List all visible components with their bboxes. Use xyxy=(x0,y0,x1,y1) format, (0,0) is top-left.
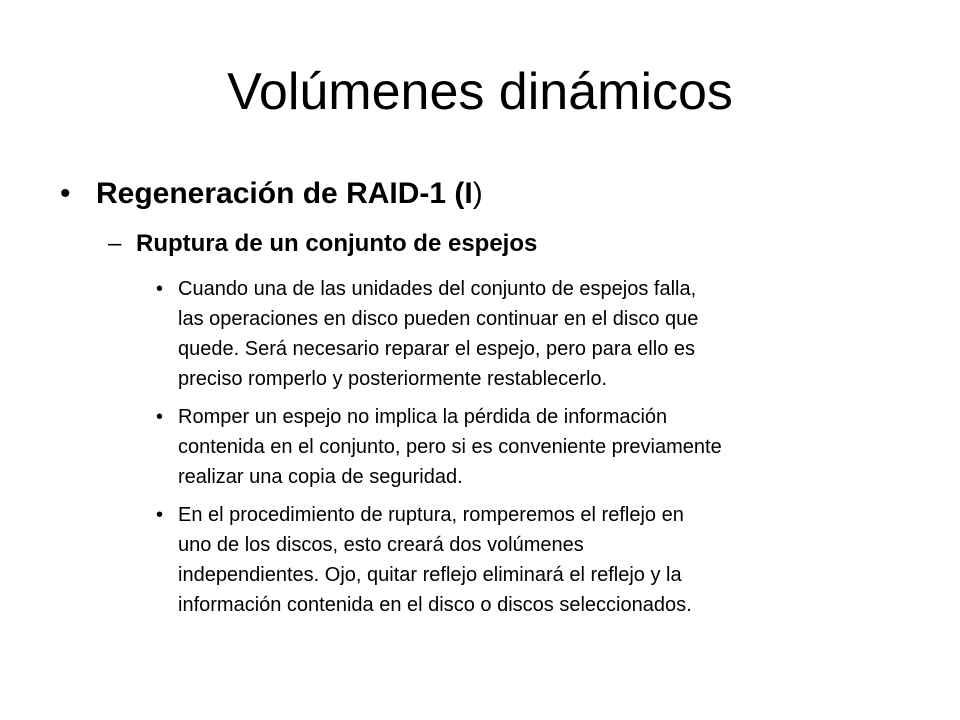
bullet-text-line: quede. Será necesario reparar el espejo, pero para ello es xyxy=(178,338,695,360)
level1-bold-text: Regeneración de RAID-1 (I xyxy=(96,177,473,210)
bullet-text-line: Romper un espejo no implica la pérdida de información xyxy=(178,406,668,428)
bullet-dot-icon: • xyxy=(156,504,164,526)
bullet-text-line: En el procedimiento de ruptura, romperemos el reflejo en xyxy=(178,504,684,526)
bullet-dot-icon: • xyxy=(60,177,71,210)
bullet-text-line: información contenida en el disco o discos seleccionados. xyxy=(178,594,692,616)
level3-bullet-list xyxy=(156,274,916,628)
bullet-text-line: uno de los discos, esto creará dos volúmenes xyxy=(178,534,584,556)
level1-paren-text: ) xyxy=(472,177,483,210)
bullet-text-line: realizar una copia de seguridad. xyxy=(178,466,463,488)
bullet-text-line: contenida en el conjunto, pero si es conveniente previamente xyxy=(178,436,722,458)
bullet-text-line: independientes. Ojo, quitar reflejo eliminará el reflejo y la xyxy=(178,564,682,586)
level1-bullet-text xyxy=(96,172,483,216)
dash-bullet-icon: – xyxy=(108,230,122,257)
level3-bullet-item xyxy=(156,500,916,620)
level2-bullet-text: Ruptura de un conjunto de espejos xyxy=(136,230,538,257)
bullet-text-line: preciso romperlo y posteriormente restablecerlo. xyxy=(178,368,608,390)
bullet-text-line: las operaciones en disco pueden continuar en el disco que xyxy=(178,308,699,330)
bullet-text-line: Cuando una de las unidades del conjunto de espejos falla, xyxy=(178,278,697,300)
slide-title: Volúmenes dinámicos xyxy=(227,63,733,121)
level3-bullet-item xyxy=(156,274,916,394)
level3-bullet-item xyxy=(156,402,916,492)
bullet-dot-icon: • xyxy=(156,406,164,428)
bullet-dot-icon: • xyxy=(156,278,164,300)
